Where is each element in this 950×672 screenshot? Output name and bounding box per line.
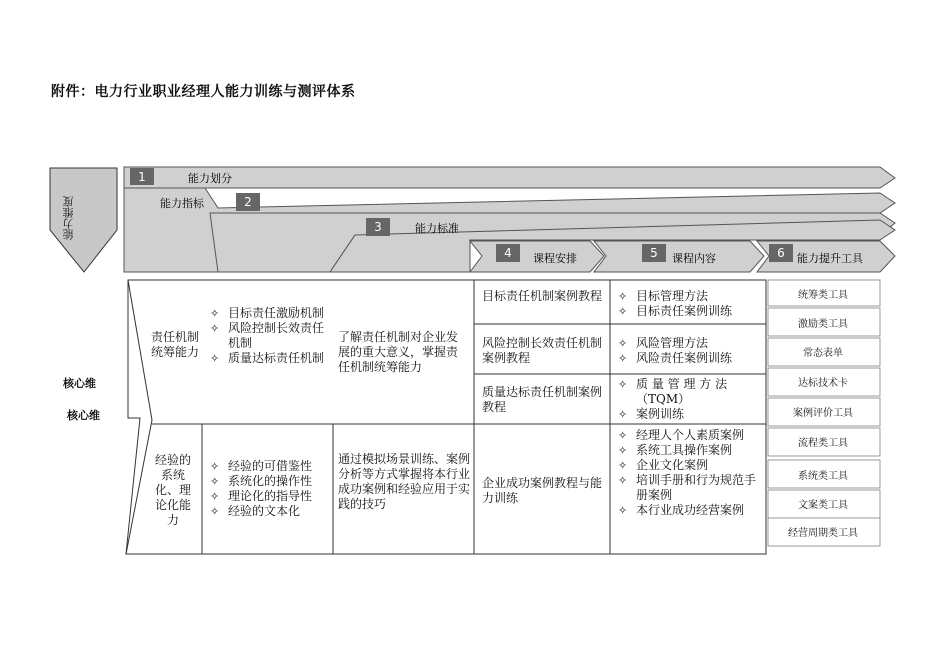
row1-indicator-2: ✧ 风险控制长效责任机制 — [210, 321, 330, 351]
row2-course-1: 企业成功案例教程与能力训练 — [482, 476, 603, 505]
stage-label-4: 课程安排 — [533, 252, 577, 265]
stage-label-6: 能力提升工具 — [797, 252, 863, 265]
tool-item-1: 统筹类工具 — [798, 290, 848, 301]
stage-num-4: 4 — [504, 246, 512, 260]
row1-standard: 了解责任机制对企业发展的重大意义，掌握责任机制统筹能力 — [338, 330, 459, 374]
stage-label-2: 能力指标 — [160, 197, 204, 210]
row2-content-5: ✧ 本行业成功经营案例 — [618, 503, 758, 518]
tool-item-3: 常态表单 — [803, 348, 843, 359]
stage-num-6: 6 — [777, 246, 785, 260]
row1-course-3: 质量达标责任机制案例教程 — [482, 385, 603, 414]
row1-indicators — [210, 306, 330, 366]
row2-content-4: ✧ 培训手册和行为规范手册案例 — [618, 473, 758, 503]
stage-num-5: 5 — [650, 246, 658, 260]
stage-label-1: 能力划分 — [188, 172, 232, 185]
tool-item-7: 系统类工具 — [798, 471, 848, 482]
stage-band-1 — [124, 167, 895, 188]
row2-indicator-3: ✧ 理论化的指导性 — [210, 489, 330, 504]
row1-course-2-contents — [618, 336, 758, 366]
dimension-label: 能力维度 — [62, 196, 75, 240]
tool-item-2: 激励类工具 — [798, 319, 848, 330]
row2-content-3: ✧ 企业文化案例 — [618, 458, 758, 473]
row2-indicator-1: ✧ 经验的可借鉴性 — [210, 459, 330, 474]
row2-division: 经验的系统化、理论化能力 — [154, 453, 191, 527]
row1-course-1: 目标责任机制案例教程 — [482, 289, 603, 303]
row1-indicator-1: ✧ 目标责任激励机制 — [210, 306, 330, 321]
stage-num-3: 3 — [374, 220, 382, 234]
row2-content-1: ✧ 经理人个人素质案例 — [618, 428, 758, 443]
row2-indicator-4: ✧ 经验的文本化 — [210, 504, 330, 519]
row2-indicator-2: ✧ 系统化的操作性 — [210, 474, 330, 489]
row1-course-2-content-2: ✧ 风险责任案例训练 — [618, 351, 758, 366]
stage-label-3: 能力标准 — [415, 222, 459, 235]
tool-item-8: 文案类工具 — [798, 500, 848, 511]
row2-indicators — [210, 459, 330, 519]
core-label-1: 核心维 — [63, 377, 96, 390]
tool-item-5: 案例评价工具 — [793, 408, 853, 419]
row1-course-1-content-1: ✧ 目标管理方法 — [618, 289, 758, 304]
tool-item-4: 达标技术卡 — [798, 378, 848, 389]
row1-course-3-contents — [618, 377, 758, 422]
page-title: 附件：电力行业职业经理人能力训练与测评体系 — [51, 84, 356, 100]
row1-course-1-contents — [618, 289, 758, 319]
row1-course-1-content-2: ✧ 目标责任案例训练 — [618, 304, 758, 319]
row1-course-2-content-1: ✧ 风险管理方法 — [618, 336, 758, 351]
row2-content-2: ✧ 系统工具操作案例 — [618, 443, 758, 458]
row1-division: 责任机制统筹能力 — [150, 330, 199, 359]
row1-course-2: 风险控制长效责任机制案例教程 — [482, 336, 603, 365]
row1-indicator-3: ✧ 质量达标责任机制 — [210, 351, 330, 366]
row1-course-3-content-1: ✧ 质 量 管 理 方 法（TQM） — [618, 377, 758, 407]
stage-num-2: 2 — [244, 195, 252, 209]
tool-item-9: 经营周期类工具 — [788, 528, 858, 539]
stage-label-5: 课程内容 — [672, 252, 716, 265]
tool-item-6: 流程类工具 — [798, 438, 848, 449]
stage-num-1: 1 — [138, 170, 146, 184]
row1-course-3-content-2: ✧ 案例训练 — [618, 407, 758, 422]
row2-standard: 通过模拟场景训练、案例分析等方式掌握将本行业成功案例和经验应用于实践的技巧 — [338, 452, 471, 511]
core-label-2: 核心维 — [67, 409, 100, 422]
row2-course-1-contents — [618, 428, 758, 518]
